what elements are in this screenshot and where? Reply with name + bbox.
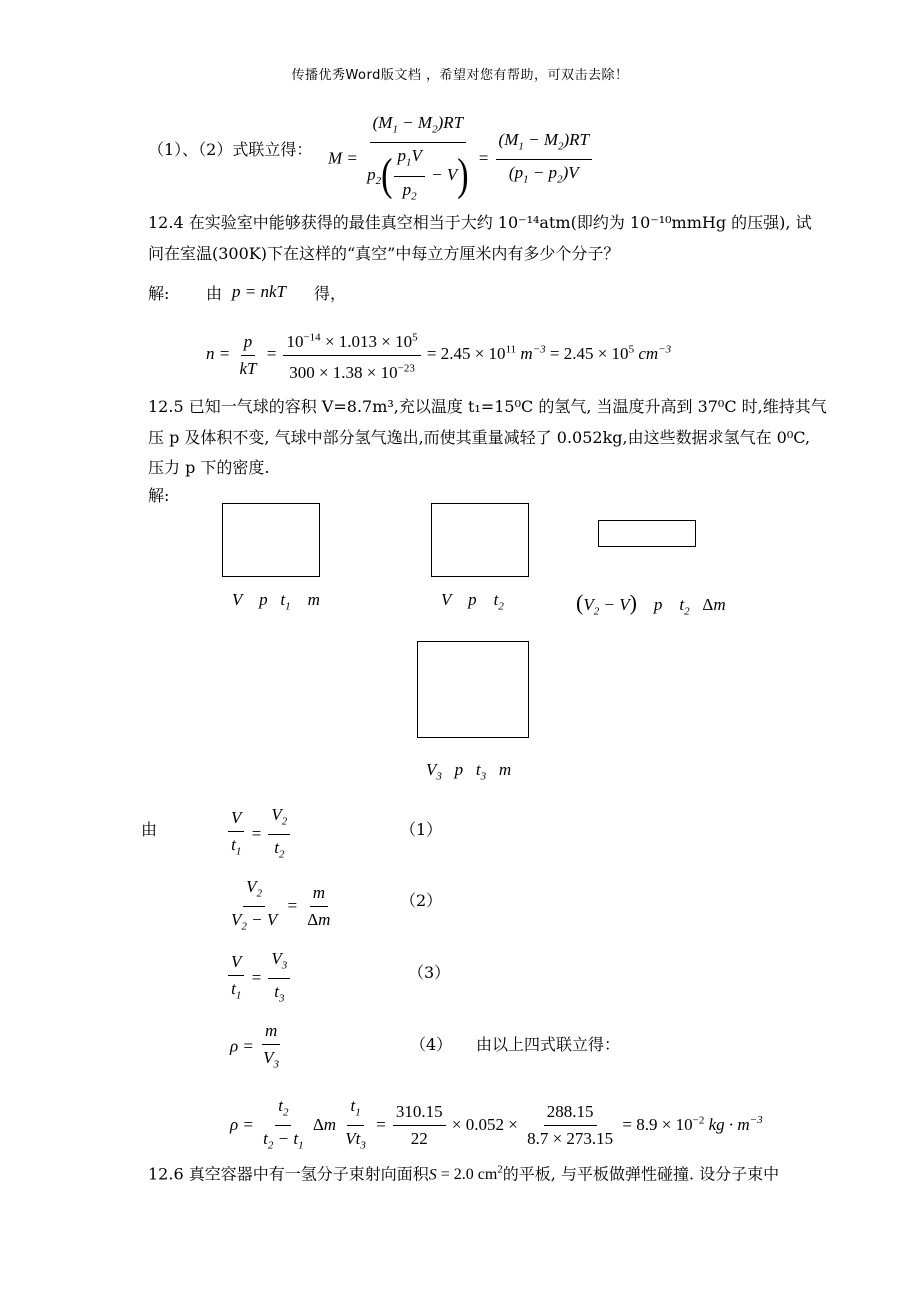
equation-2: $\frac{V_2}{V_2 - V}$ = $\frac{m}{\Delta m}$ — [231, 877, 331, 933]
equation-number-3: （3） — [408, 963, 451, 982]
balloon-state-3-box — [417, 641, 529, 738]
problem-12-5-line2: 压 p 及体积不变, 气球中部分氢气逸出,而使其重量减轻了 0.052kg,由这些数据求氢气在 0⁰C, — [148, 428, 811, 447]
balloon-state-1-box — [222, 503, 320, 577]
equation-1: $\frac{V}{t_1}$ = $\frac{V_2}{t_2}$ — [226, 804, 292, 866]
equation-M: M = $(M_1 - M_2)RT$ $p_2$( $\frac{p_1V}{p_2}$ − V) = $\frac{(M_1 - M_2)RT}{(p_1 - p_2)V}$ — [328, 112, 594, 207]
combined-label: （1）、（2）式联立得： — [148, 140, 313, 159]
escaped-gas-box — [598, 520, 696, 547]
problem-12-6-line1 — [148, 1160, 779, 1185]
balloon-state-2-box — [431, 503, 529, 577]
solution-label: 解: — [148, 284, 170, 303]
combine-label: 由以上四式联立得： — [476, 1035, 621, 1054]
problem-12-6-text-b: 的平板, 与平板做弹性碰撞. 设分子束中 — [502, 1164, 780, 1184]
state-2-label: V p $t_2$ — [441, 590, 504, 613]
problem-12-4-line1: 12.4 在实验室中能够获得的最佳真空相当于大约 10⁻¹⁴atm(即约为 10⁻¹⁰mmHg 的压强), 试 — [148, 213, 812, 232]
equation-4: ρ = $\frac{m}{V_3}$ — [230, 1021, 280, 1071]
equation-n: n = $\frac{p}{kT}$ = $\frac{10^{-14} \times 1.013 \times 10^5}{300 \times 1.38 \times 10^{-23}}$ = $2.45 \times 10^{11}$ $m^{-3} = 2.45 \times 10^5$ $cm^{-3}$ — [206, 326, 671, 384]
equation-3: $\frac{V}{t_1}$ = $\frac{V_3}{t_3}$ — [226, 948, 292, 1010]
equation-number-4: （4） — [410, 1035, 453, 1054]
problem-12-6-text-a: 12.6 真空容器中有一氢分子束射向面积 — [148, 1164, 429, 1184]
equation-number-2: （2） — [400, 891, 443, 910]
equation-p-nkT: p = nkT — [232, 282, 286, 301]
area-expression: S = 2.0 $cm^2$ — [428, 1164, 503, 1184]
equation-rho-result: ρ = $\frac{t_2}{t_2 - t_1}$ Δm $\frac{t_1}{Vt_3}$ = $\frac{310.15}{22}$ × 0.052 × $\frac{288.15}{8.7 \times 273.15}$ = $8.9 \times 10^{-2}$ kg · $m^{-3}$ — [230, 1096, 763, 1152]
get-label: 得， — [314, 284, 347, 303]
equation-number-1: （1） — [400, 820, 443, 839]
solution-label-2: 解: — [148, 486, 170, 505]
problem-12-5-line1: 12.5 已知一气球的容积 V=8.7m³,充以温度 t₁=15⁰C 的氢气, 当温度升高到 37⁰C 时,维持其气 — [148, 397, 827, 416]
by-label: 由 — [206, 284, 223, 303]
problem-12-4-line2: 问在室温(300K)下在这样的“真空”中每立方厘米内有多少个分子？ — [148, 244, 620, 263]
state-3-label: $V_3$ p $t_3$ m — [426, 760, 512, 783]
escaped-gas-label: $(V_2 - V)$ p $t_2$ Δm — [576, 590, 726, 618]
by-label-2: 由 — [141, 820, 158, 839]
page-header: 传播优秀Word版文档 ，希望对您有帮助，可双击去除！ — [291, 68, 629, 83]
problem-12-5-line3: 压力 p 下的密度. — [148, 458, 270, 477]
state-1-label: V p $t_1$ m — [232, 590, 320, 613]
